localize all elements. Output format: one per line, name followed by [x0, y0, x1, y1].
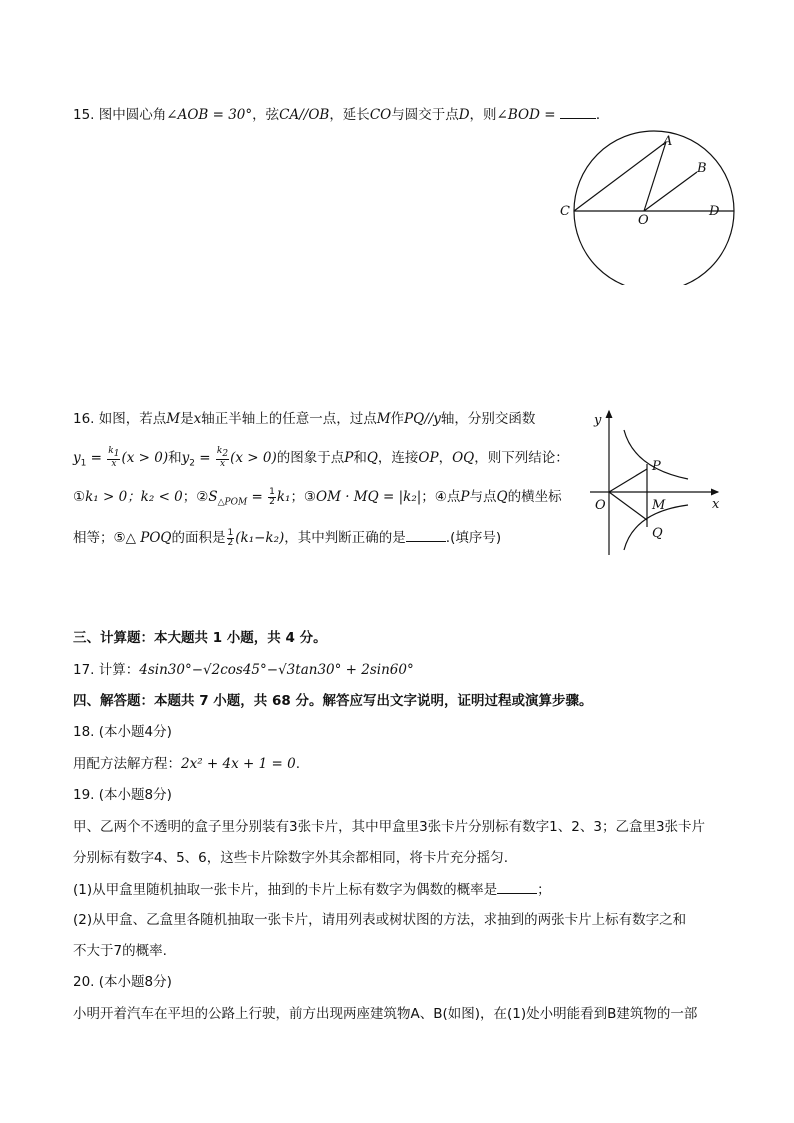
label-x: x — [712, 497, 720, 512]
label-o: O — [638, 213, 649, 228]
q20-head: 20. (本小题8分) — [73, 974, 172, 990]
q18-body: 用配方法解方程：2x² + 4x + 1 = 0. — [73, 756, 300, 772]
segment-op — [609, 469, 647, 492]
q19-l1: 甲、乙两个不透明的盒子里分别装有3张卡片，其中甲盒里3张卡片分别标有数字1、2、3；乙盒里3张卡片 — [73, 819, 706, 835]
chord-ca — [574, 142, 666, 211]
q19-l5: 不大于7的概率. — [73, 943, 167, 959]
label-m: M — [652, 498, 666, 513]
q19-l3: (1)从甲盒里随机抽取一张卡片，抽到的卡片上标有数字为偶数的概率是 ； — [73, 879, 551, 900]
hyperbola-figure — [585, 405, 725, 560]
q15-text: 15. 图中圆心角∠AOB = 30°，弦CA//OB，延长CO与圆交于点D，则∠BOD = ． — [73, 104, 609, 125]
q17: 17. 计算：4sin30°−√2cos45°−√3tan30° + 2sin60° — [73, 662, 414, 678]
label-q: Q — [652, 526, 663, 541]
q20-l1: 小明开着汽车在平坦的公路上行驶，前方出现两座建筑物A、B(如图)，在(1)处小明能看到B建筑物的一部 — [73, 1006, 698, 1022]
segment-oa — [644, 142, 666, 211]
q18-head: 18. (本小题4分) — [73, 724, 172, 740]
label-p: P — [652, 459, 661, 474]
q16-line1: 16. 如图，若点M是x轴正半轴上的任意一点，过点M作PQ//y轴，分别交函数 — [73, 411, 536, 427]
answer-blank[interactable] — [560, 104, 596, 119]
label-a: A — [663, 134, 673, 149]
answer-blank[interactable] — [406, 527, 446, 542]
circle-figure — [555, 130, 740, 285]
section-3-title: 三、计算题：本大题共 1 小题，共 4 分。 — [73, 630, 327, 646]
label-b: B — [697, 161, 707, 176]
answer-blank[interactable] — [497, 879, 537, 894]
q16-line2: $y_1$ = $\frac{k_1}{x}$ (x > 0)和$y_2$ = $\frac{k_2}{x}$ (x > 0)的图象于点P和Q，连接OP，OQ，则下列结论： — [73, 446, 569, 469]
label-y: y — [594, 413, 602, 428]
label-c: C — [560, 204, 570, 219]
segment-ob — [644, 172, 697, 211]
label-d: D — [709, 204, 720, 219]
segment-oq — [609, 492, 647, 520]
label-o: O — [595, 498, 606, 513]
q16-line4: 相等；⑤△ POQ的面积是 $\frac{1}{2}$ (k₁−k₂)，其中判断正确的是 .(填序号) — [73, 527, 502, 548]
q19-head: 19. (本小题8分) — [73, 787, 172, 803]
q16-line3: ①k₁ > 0；k₂ < 0；$②S_{\triangle POM}$ = $\frac{1}{2}$ k₁；③OM · MQ = |k₂|；④点P与点Q的横坐标 — [73, 486, 562, 508]
q19-l2: 分别标有数字4、5、6，这些卡片除数字外其余都相同，将卡片充分摇匀. — [73, 850, 509, 866]
q19-l4: (2)从甲盒、乙盒里各随机抽取一张卡片，请用列表或树状图的方法，求抽到的两张卡片上标有数字之和 — [73, 912, 687, 928]
section-4-title: 四、解答题：本题共 7 小题，共 68 分。解答应写出文字说明，证明过程或演算步骤。 — [73, 693, 593, 709]
